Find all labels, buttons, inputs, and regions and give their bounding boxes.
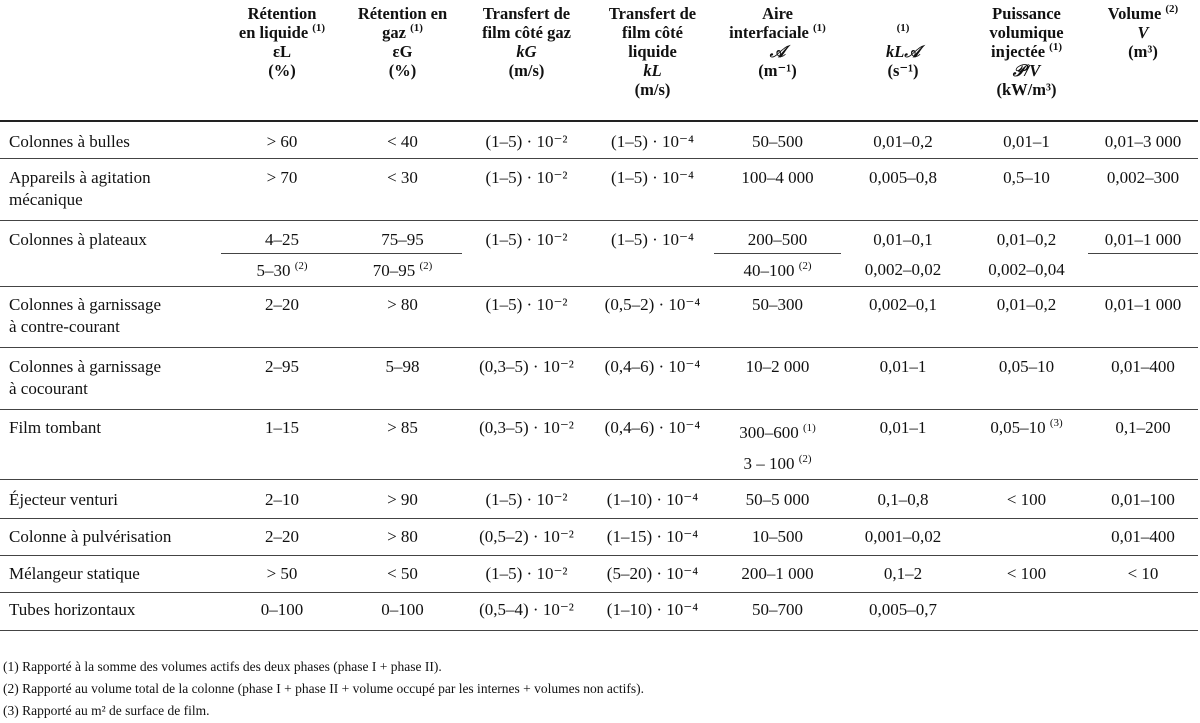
cell: 0,01–0,2 xyxy=(841,121,965,158)
cell xyxy=(965,518,1088,555)
cell: 0,01–400 xyxy=(1088,347,1198,409)
cell: < 100 xyxy=(965,555,1088,592)
cell: (1–5) · 10⁻² xyxy=(462,158,591,220)
cell: > 80 xyxy=(343,518,462,555)
cell: 0,01–3 000 xyxy=(1088,121,1198,158)
table-row xyxy=(0,518,1198,555)
row-label: Mélangeur statique xyxy=(0,555,221,592)
cell: 70–95 $^{(2)}$ xyxy=(343,253,462,286)
cell: (0,5–2) · 10⁻⁴ xyxy=(591,286,714,347)
row-label: Colonnes à plateaux xyxy=(9,229,147,249)
footnote-1: (1) Rapporté à la somme des volumes actifs des deux phases (phase I + phase II). xyxy=(3,659,442,674)
header-liquid-film-transfer: Transfert de film côté liquide kL (m/s) xyxy=(591,0,714,121)
cell: (5–20) · 10⁻⁴ xyxy=(591,555,714,592)
row-label: Film tombant xyxy=(0,409,221,479)
cell: 200–1 000 xyxy=(714,555,841,592)
cell: (1–5) · 10⁻² xyxy=(462,555,591,592)
cell: (0,4–6) · 10⁻⁴ xyxy=(591,347,714,409)
cell: 40–100 $^{(2)}$ xyxy=(714,253,841,286)
cell: < 30 xyxy=(343,158,462,220)
table-row xyxy=(0,158,1198,220)
cell: 0,01–0,2 xyxy=(965,286,1088,347)
cell: (1–5) · 10⁻² xyxy=(462,121,591,158)
cell: 0,002–300 xyxy=(1088,158,1198,220)
cell: 2–20 xyxy=(221,518,343,555)
cell: 300–600 $^{(1)}$ 3 – 100 $^{(2)}$ xyxy=(714,409,841,479)
row-label: Colonnes à garnissage à cocourant xyxy=(0,347,221,409)
cell: > 70 xyxy=(221,158,343,220)
cell: (0,4–6) · 10⁻⁴ xyxy=(591,409,714,479)
cell: (1–5) · 10⁻⁴ xyxy=(611,229,694,249)
cell: 0,005–0,7 xyxy=(841,592,965,630)
cell: 0,01–0,1 xyxy=(873,229,933,249)
cell: 0,01–1 000 xyxy=(1088,286,1198,347)
header-label-col xyxy=(0,0,221,121)
cell xyxy=(591,253,714,286)
cell: 50–700 xyxy=(714,592,841,630)
row-label: Colonnes à garnissage à contre-courant xyxy=(0,286,221,347)
cell: 50–5 000 xyxy=(714,479,841,518)
cell xyxy=(1088,253,1198,286)
cell: (1–5) · 10⁻⁴ xyxy=(591,121,714,158)
table-row xyxy=(0,409,1198,479)
cell: 2–10 xyxy=(221,479,343,518)
cell: 0,01–400 xyxy=(1088,518,1198,555)
cell: 75–95 xyxy=(343,220,462,253)
footnote-3: (3) Rapporté au m² de surface de film. xyxy=(3,703,210,718)
table-row xyxy=(0,220,1198,253)
table-row xyxy=(0,286,1198,347)
cell: > 85 xyxy=(343,409,462,479)
cell xyxy=(0,253,221,286)
cell: 0,5–10 xyxy=(965,158,1088,220)
header-row xyxy=(0,0,1198,121)
cell: (0,3–5) · 10⁻² xyxy=(462,347,591,409)
header-power: Puissance volumique injectée $^{(1)}$ 𝒫/V (kW/m³) xyxy=(965,0,1088,121)
cell: > 50 xyxy=(221,555,343,592)
cell: 0,01–1 xyxy=(965,121,1088,158)
cell: 0,05–10 $^{(3)}$ xyxy=(965,409,1088,479)
cell: < 50 xyxy=(343,555,462,592)
cell: 0,002–0,02 xyxy=(841,253,965,286)
cell: 50–300 xyxy=(714,286,841,347)
cell: 50–500 xyxy=(714,121,841,158)
cell: 0,01–1 xyxy=(841,347,965,409)
cell: 0,01–100 xyxy=(1088,479,1198,518)
cell: < 100 xyxy=(965,479,1088,518)
cell: (1–10) · 10⁻⁴ xyxy=(591,479,714,518)
cell: 200–500 xyxy=(714,220,841,253)
cell: 0,1–0,8 xyxy=(841,479,965,518)
cell: (1–5) · 10⁻² xyxy=(485,229,568,249)
cell: (1–10) · 10⁻⁴ xyxy=(591,592,714,630)
row-label: Colonne à pulvérisation xyxy=(0,518,221,555)
cell: > 80 xyxy=(343,286,462,347)
cell: (0,5–2) · 10⁻² xyxy=(462,518,591,555)
cell: 10–2 000 xyxy=(714,347,841,409)
table-row xyxy=(0,555,1198,592)
cell: < 10 xyxy=(1088,555,1198,592)
cell: 2–95 xyxy=(221,347,343,409)
cell xyxy=(1088,592,1198,630)
cell: 0,1–200 xyxy=(1088,409,1198,479)
cell: < 40 xyxy=(343,121,462,158)
cell: (0,5–4) · 10⁻² xyxy=(462,592,591,630)
cell: 2–20 xyxy=(221,286,343,347)
cell: (1–5) · 10⁻⁴ xyxy=(591,158,714,220)
footnotes xyxy=(3,656,644,722)
cell: 0,002–0,1 xyxy=(841,286,965,347)
cell: 100–4 000 xyxy=(714,158,841,220)
row-label: Tubes horizontaux xyxy=(0,592,221,630)
table-row xyxy=(0,347,1198,409)
cell: > 60 xyxy=(221,121,343,158)
header-volume: Volume $^{(2)}$ V (m³) xyxy=(1088,0,1198,121)
table-row xyxy=(0,121,1198,158)
cell: (1–5) · 10⁻² xyxy=(462,286,591,347)
row-label: Colonnes à bulles xyxy=(0,121,221,158)
header-liquid-holdup: Rétention en liquide $^{(1)}$ εL (%) xyxy=(221,0,343,121)
table-row xyxy=(0,592,1198,630)
cell: 0,01–1 000 xyxy=(1088,220,1198,253)
footnote-2: (2) Rapporté au volume total de la colonne (phase I + phase II + volume occupé par les internes + volumes non actifs). xyxy=(3,681,645,696)
cell: 0,01–1 xyxy=(841,409,965,479)
cell: 0,05–10 xyxy=(965,347,1088,409)
row-label: Appareils à agitation mécanique xyxy=(0,158,221,220)
cell: > 90 xyxy=(343,479,462,518)
cell: 5–30 $^{(2)}$ xyxy=(221,253,343,286)
header-gas-film-transfer: Transfert de film côté gaz kG (m/s) xyxy=(462,0,591,121)
cell: (1–5) · 10⁻² xyxy=(462,479,591,518)
header-interfacial-area: Aire interfaciale $^{(1)}$ 𝒜 (m⁻¹) xyxy=(714,0,841,121)
cell: 4–25 xyxy=(221,220,343,253)
cell: (0,3–5) · 10⁻² xyxy=(462,409,591,479)
cell: 1–15 xyxy=(221,409,343,479)
row-label: Éjecteur venturi xyxy=(0,479,221,518)
cell: 5–98 xyxy=(343,347,462,409)
cell xyxy=(462,253,591,286)
header-kla: $^{(1)}$ kL𝒜 (s⁻¹) xyxy=(841,0,965,121)
table-row xyxy=(0,253,1198,286)
cell: 0,002–0,04 xyxy=(965,253,1088,286)
cell: 0,005–0,8 xyxy=(841,158,965,220)
cell: (1–15) · 10⁻⁴ xyxy=(591,518,714,555)
header-gas-holdup: Rétention en gaz $^{(1)}$ εG (%) xyxy=(343,0,462,121)
cell xyxy=(965,592,1088,630)
cell: 0,001–0,02 xyxy=(841,518,965,555)
cell: 0,1–2 xyxy=(841,555,965,592)
cell: 10–500 xyxy=(714,518,841,555)
cell: 0–100 xyxy=(221,592,343,630)
cell: 0–100 xyxy=(343,592,462,630)
table-row xyxy=(0,479,1198,518)
cell: 0,01–0,2 xyxy=(996,229,1057,249)
